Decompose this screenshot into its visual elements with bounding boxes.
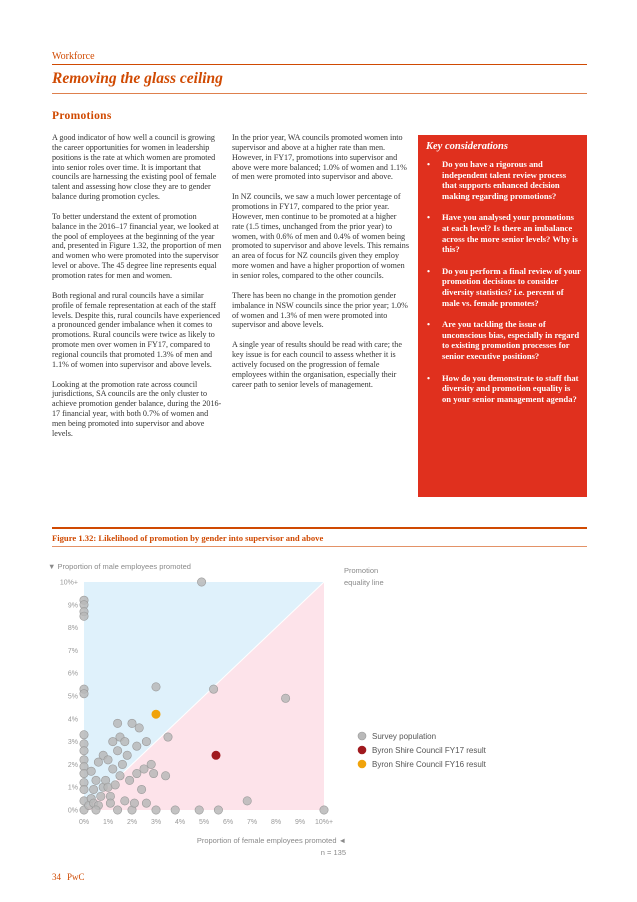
sample-size-label: n = 135 [320,848,346,857]
survey-point [116,772,124,780]
x-tick-label: 8% [270,819,282,826]
x-tick-label: 2% [126,819,138,826]
paragraph: In the prior year, WA councils promoted women into supervisor and above at a higher rate than men. However, in FY17, promotions into supervisor and above were more balanced; 1.0% of women and 1.1% of men were promoted into supervisor and above. [232,133,407,182]
y-tick-label: 7% [67,647,78,655]
survey-point [142,799,150,807]
survey-point [130,799,138,807]
x-tick-label: 10%+ [314,819,334,826]
x-tick-label: 9% [294,819,306,826]
survey-point [320,806,328,814]
x-tick-label: 5% [198,819,210,826]
paragraph: A single year of results should be read with care; the key issue is for each council to assess whether it is actively focused on the progression of female employees within the organisation, especially their career path to senior levels of management. [232,340,402,389]
legend-label: Byron Shire Council FY16 result [372,760,486,769]
y-tick-label: 1% [67,784,78,792]
page-title: Removing the glass ceiling [52,70,223,87]
survey-point [89,785,97,793]
fy16-result-point [152,710,160,718]
legend-marker [358,732,366,740]
x-tick-label: 6% [222,819,234,826]
survey-point [109,737,117,745]
y-axis-label: ▼ Proportion of male employees promoted [48,562,191,571]
section-label: Workforce [52,51,95,62]
list-item-text: Do you perform a final review of your promotion decisions to consider diversity statistics? i.e. percent of male vs. female promotes? [442,265,581,308]
y-tick-label: 0% [67,807,78,815]
survey-point [87,767,95,775]
survey-point [142,737,150,745]
y-tick-label: 2% [67,761,78,769]
survey-point [243,797,251,805]
x-axis-ticks [79,819,333,826]
x-tick-label: 0% [78,819,90,826]
x-tick-label: 3% [150,819,162,826]
paragraph: To better understand the extent of promotion balance in the 2016–17 financial year, we looked at the pool of employees at the beginning of the year and, presented in Figure 1.32, the proportion of men and women who were promoted into the supervisor level or above. The 45 degree line represents equal promotion rates for men and women. [52,211,222,280]
list-item-text: Are you tackling the issue of unconscious bias, especially in regard to existing promotion processes for senior executive positions? [442,319,580,361]
key-considerations-title: Key considerations [426,141,508,152]
legend-label: Survey population [372,732,437,741]
bullet-icon: • [427,265,431,276]
page-footer [52,872,85,882]
survey-point [113,747,121,755]
survey-point [113,719,121,727]
paragraph: In NZ councils, we saw a much lower percentage of promotions in FY17, compared to the prior year. However, men continue to be promoted at a higher rate (1.5 times, unchanged from the prior year) to women, with 0.6% of men and 0.4% of women being promoted to supervisor and above levels. This remains an area of focus for NZ councils given they employ more women and have a higher proportion of women in senior roles, compared to the other councils. [232,192,409,280]
survey-point [92,806,100,814]
equality-line-label-2: equality line [344,578,384,587]
survey-point [106,799,114,807]
paragraph: Both regional and rural councils have a similar profile of female representation at each of the staff levels. Despite this, rural councils have experienced a pronounced gender imbalance when it comes to promotions. Rural councils were twice as likely to promote men over women in FY17, compared to regional councils that promoted 1.3% of men and 1.1% of women into supervisor and above levels. [52,290,221,369]
survey-point [128,719,136,727]
survey-point [197,578,205,586]
fy17-result-point [212,751,220,759]
survey-point [80,785,88,793]
page-number: 34 [52,872,61,882]
survey-point [133,742,141,750]
survey-point [97,792,105,800]
survey-point [152,683,160,691]
y-tick-label: 6% [67,670,78,678]
x-axis-label: Proportion of female employees promoted ◄ [196,836,346,845]
survey-point [80,731,88,739]
survey-point [195,806,203,814]
y-tick-label: 8% [67,625,78,633]
survey-point [111,781,119,789]
paragraph: There has been no change in the promotion gender imbalance in NSW councils since the prior year; 1.0% of women and 1.3% of men were promoted into supervisor and above levels. [232,290,408,330]
bullet-icon: • [427,319,431,330]
list-item-text: Do you have a rigorous and independent talent review process that supports enhanced decision making regarding promotions? [442,159,567,201]
survey-point [209,685,217,693]
list-item-text: How do you demonstrate to staff that diversity and promotion equality is on your senior management agenda? [442,372,579,404]
promotions-heading: Promotions [52,110,112,122]
y-tick-label: 5% [67,693,78,701]
x-tick-label: 7% [246,819,258,826]
y-tick-label: 3% [67,739,78,747]
survey-point [135,724,143,732]
y-tick-label: 4% [67,716,78,724]
equality-line-label-1: Promotion [344,566,379,575]
legend-marker [358,760,366,768]
survey-point [171,806,179,814]
survey-point [125,776,133,784]
bullet-icon: • [427,212,431,223]
survey-point [121,737,129,745]
survey-point [80,690,88,698]
survey-point [281,694,289,702]
survey-point [149,769,157,777]
survey-point [152,806,160,814]
y-axis-ticks [60,580,78,815]
legend-marker [358,746,366,754]
survey-point [133,769,141,777]
x-tick-label: 4% [174,819,186,826]
survey-point [161,772,169,780]
survey-point [104,756,112,764]
survey-point [123,751,131,759]
bullet-icon: • [427,159,431,169]
survey-point [214,806,222,814]
survey-point [118,760,126,768]
y-tick-label: 10%+ [59,579,78,587]
y-tick-label: 9% [67,602,78,610]
paragraph: Looking at the promotion rate across council jurisdictions, SA councils are the only cluster to achieve promotion gender balance, during the 2016-17 financial year, with both 0.7% of women and men being promoted into supervisor and above levels. [52,379,222,438]
legend-label: Byron Shire Council FY17 result [372,746,486,755]
survey-point [147,760,155,768]
survey-point [92,776,100,784]
survey-point [113,806,121,814]
paragraph: A good indicator of how well a council is growing the career opportunities for women in leadership positions is the rate at which women are promoted into senior roles over time. It is important that councils are harnessing the existing pool of female talent and assessing how close they are to gender balance during promotion cycles. [52,133,217,202]
figure-caption: Figure 1.32: Likelihood of promotion by gender into supervisor and above [52,533,324,543]
list-item-text: Have you analysed your promotions at each level? Is there an imbalance across the more senior levels? Why is this? [442,212,578,255]
survey-point [121,797,129,805]
bullet-icon: • [427,372,431,383]
chart-legend [358,732,487,769]
x-tick-label: 1% [102,819,114,826]
survey-point [80,747,88,755]
brand-name: PwC [67,872,85,882]
survey-point [80,612,88,620]
survey-point [137,785,145,793]
survey-point [140,765,148,773]
survey-point [109,765,117,773]
survey-point [164,733,172,741]
